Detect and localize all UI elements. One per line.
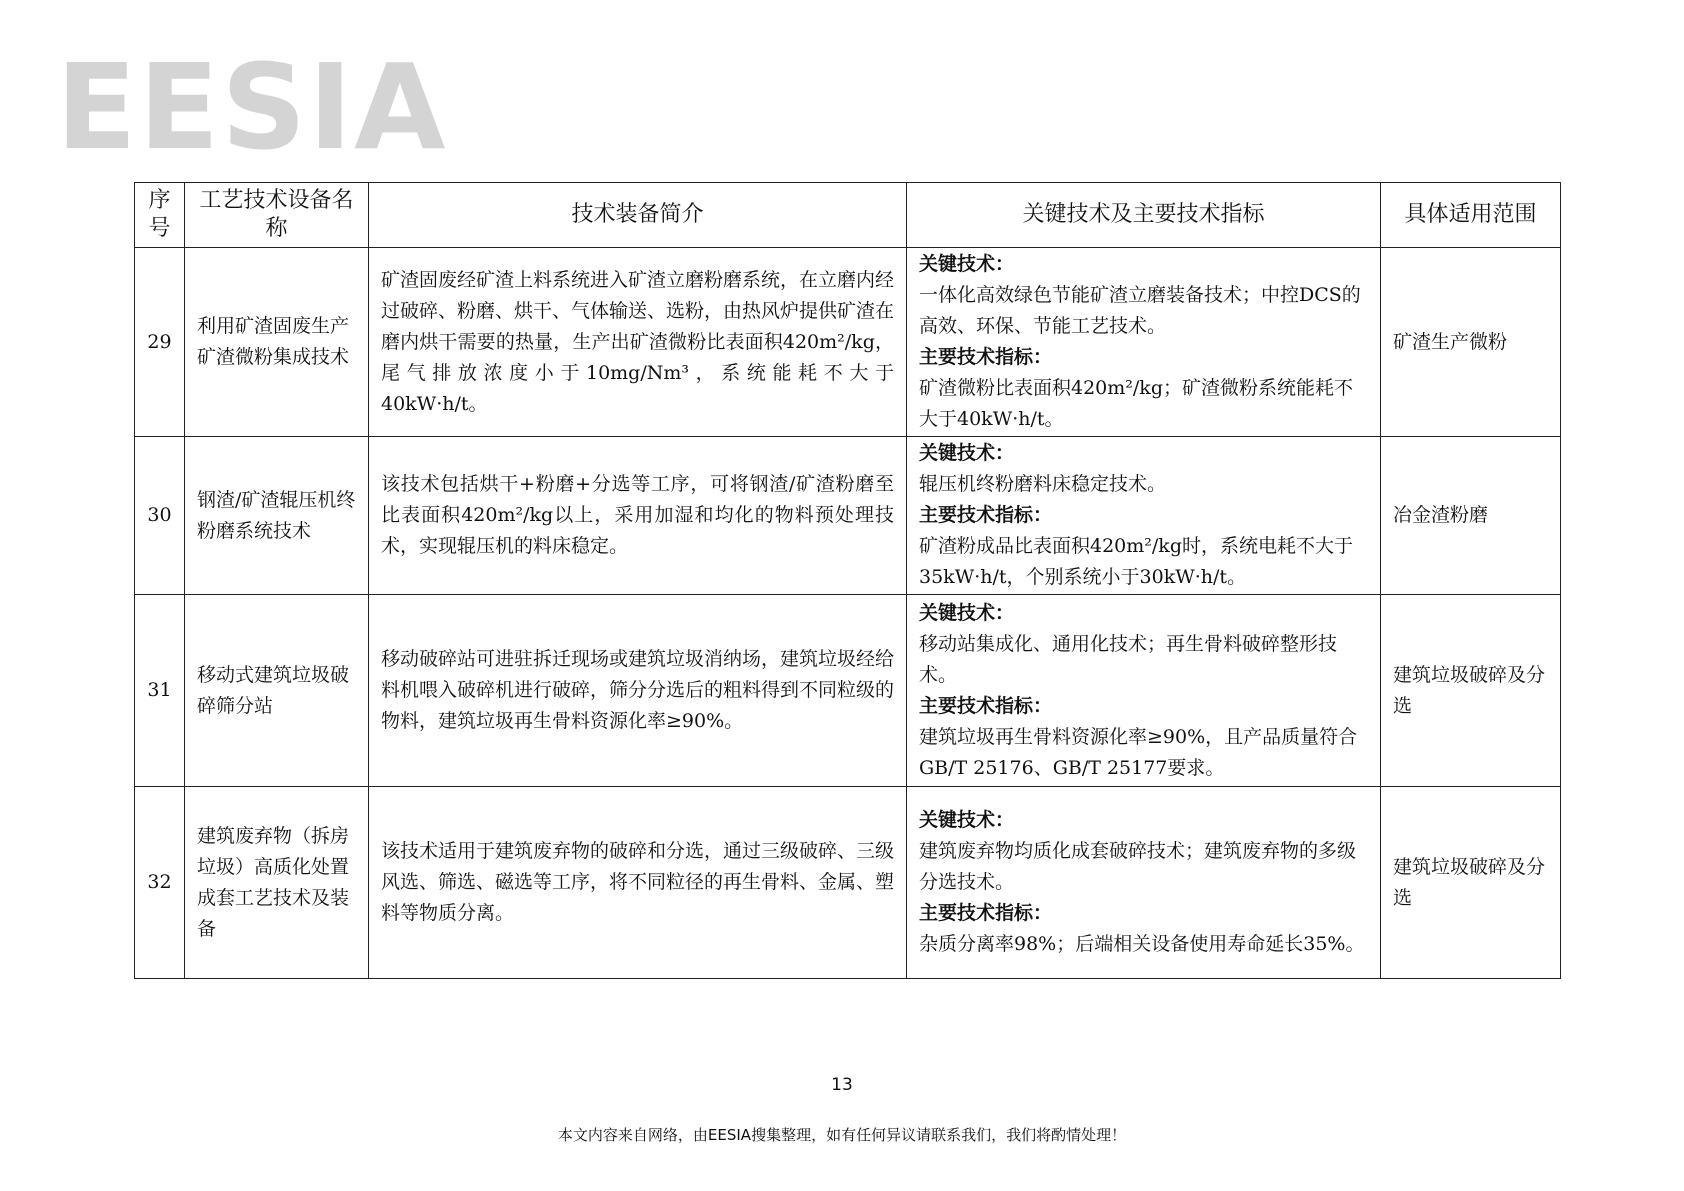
process-name: 利用矿渣固废生产矿渣微粉集成技术 (185, 248, 369, 437)
table-row (135, 248, 1561, 437)
row-number: 31 (135, 595, 185, 787)
index-text: 建筑垃圾再生骨料资源化率≥90%，且产品质量符合GB/T 25176、GB/T 25177要求。 (919, 725, 1358, 779)
tech-intro: 该技术适用于建筑废弃物的破碎和分选，通过三级破碎、三级风选、筛选、磁选等工序，将不同粒径的再生骨料、金属、塑料等物质分离。 (369, 787, 907, 979)
key-tech-text: 一体化高效绿色节能矿渣立磨装备技术；中控DCS的高效、环保、节能工艺技术。 (919, 284, 1361, 337)
index-text: 矿渣微粉比表面积420m²/kg；矿渣微粉系统能耗不大于40kW·h/t。 (919, 377, 1353, 430)
scope: 建筑垃圾破碎及分选 (1381, 595, 1561, 787)
header-scope: 具体适用范围 (1381, 183, 1561, 248)
index-text: 杂质分离率98%；后端相关设备使用寿命延长35%。 (919, 933, 1365, 955)
row-number: 29 (135, 248, 185, 437)
key-tech-cell (907, 248, 1381, 437)
technology-table (134, 182, 1561, 979)
process-name: 钢渣/矿渣辊压机终粉磨系统技术 (185, 437, 369, 595)
footer-disclaimer: 本文内容来自网络，由EESIA搜集整理，如有任何异议请联系我们，我们将酌情处理！ (557, 1126, 1127, 1144)
key-tech-cell (907, 595, 1381, 787)
scope: 冶金渣粉磨 (1381, 437, 1561, 595)
header-no: 序号 (135, 183, 185, 248)
header-intro: 技术装备简介 (369, 183, 907, 248)
key-tech-label: 关键技术： (919, 601, 1015, 624)
tech-intro: 移动破碎站可进驻拆迁现场或建筑垃圾消纳场，建筑垃圾经给料机喂入破碎机进行破碎，筛分分选后的粗料得到不同粒级的物料，建筑垃圾再生骨料资源化率≥90%。 (369, 595, 907, 787)
key-tech-label: 关键技术： (919, 809, 1015, 831)
process-name: 建筑废弃物（拆房垃圾）高质化处置成套工艺技术及装备 (185, 787, 369, 979)
row-number: 32 (135, 787, 185, 979)
tech-intro: 该技术包括烘干+粉磨+分选等工序，可将钢渣/矿渣粉磨至比表面积420m²/kg以上，采用加湿和均化的物料预处理技术，实现辊压机的料床稳定。 (369, 437, 907, 595)
index-label: 主要技术指标： (919, 694, 1053, 717)
key-tech-label: 关键技术： (919, 253, 1015, 275)
table-header-row (135, 183, 1561, 248)
row-number: 30 (135, 437, 185, 595)
eesia-logo: EESIA (56, 38, 448, 176)
key-tech-text: 移动站集成化、通用化技术；再生骨料破碎整形技术。 (919, 632, 1338, 686)
header-key-tech: 关键技术及主要技术指标 (907, 183, 1381, 248)
process-name: 移动式建筑垃圾破碎筛分站 (185, 595, 369, 787)
key-tech-text: 建筑废弃物均质化成套破碎技术；建筑废弃物的多级分选技术。 (919, 840, 1357, 893)
table-row (135, 787, 1561, 979)
index-label: 主要技术指标： (919, 902, 1053, 924)
tech-intro: 矿渣固废经矿渣上料系统进入矿渣立磨粉磨系统，在立磨内经过破碎、粉磨、烘干、气体输送、选粉，由热风炉提供矿渣在磨内烘干需要的热量，生产出矿渣微粉比表面积420m²/kg，尾气排放浓度小于10mg/Nm³，系统能耗不大于40kW·h/t。 (369, 248, 907, 437)
table-row (135, 595, 1561, 787)
index-text: 矿渣粉成品比表面积420m²/kg时，系统电耗不大于35kW·h/t，个别系统小于30kW·h/t。 (919, 535, 1353, 588)
index-label: 主要技术指标： (919, 346, 1053, 368)
key-tech-text: 辊压机终粉磨料床稳定技术。 (919, 473, 1167, 495)
index-label: 主要技术指标： (919, 504, 1053, 526)
scope: 建筑垃圾破碎及分选 (1381, 787, 1561, 979)
page-number: 13 (831, 1075, 853, 1095)
header-name: 工艺技术设备名称 (185, 183, 369, 248)
table-row (135, 437, 1561, 595)
scope: 矿渣生产微粉 (1381, 248, 1561, 437)
key-tech-label: 关键技术： (919, 442, 1015, 464)
key-tech-cell (907, 437, 1381, 595)
key-tech-cell (907, 787, 1381, 979)
